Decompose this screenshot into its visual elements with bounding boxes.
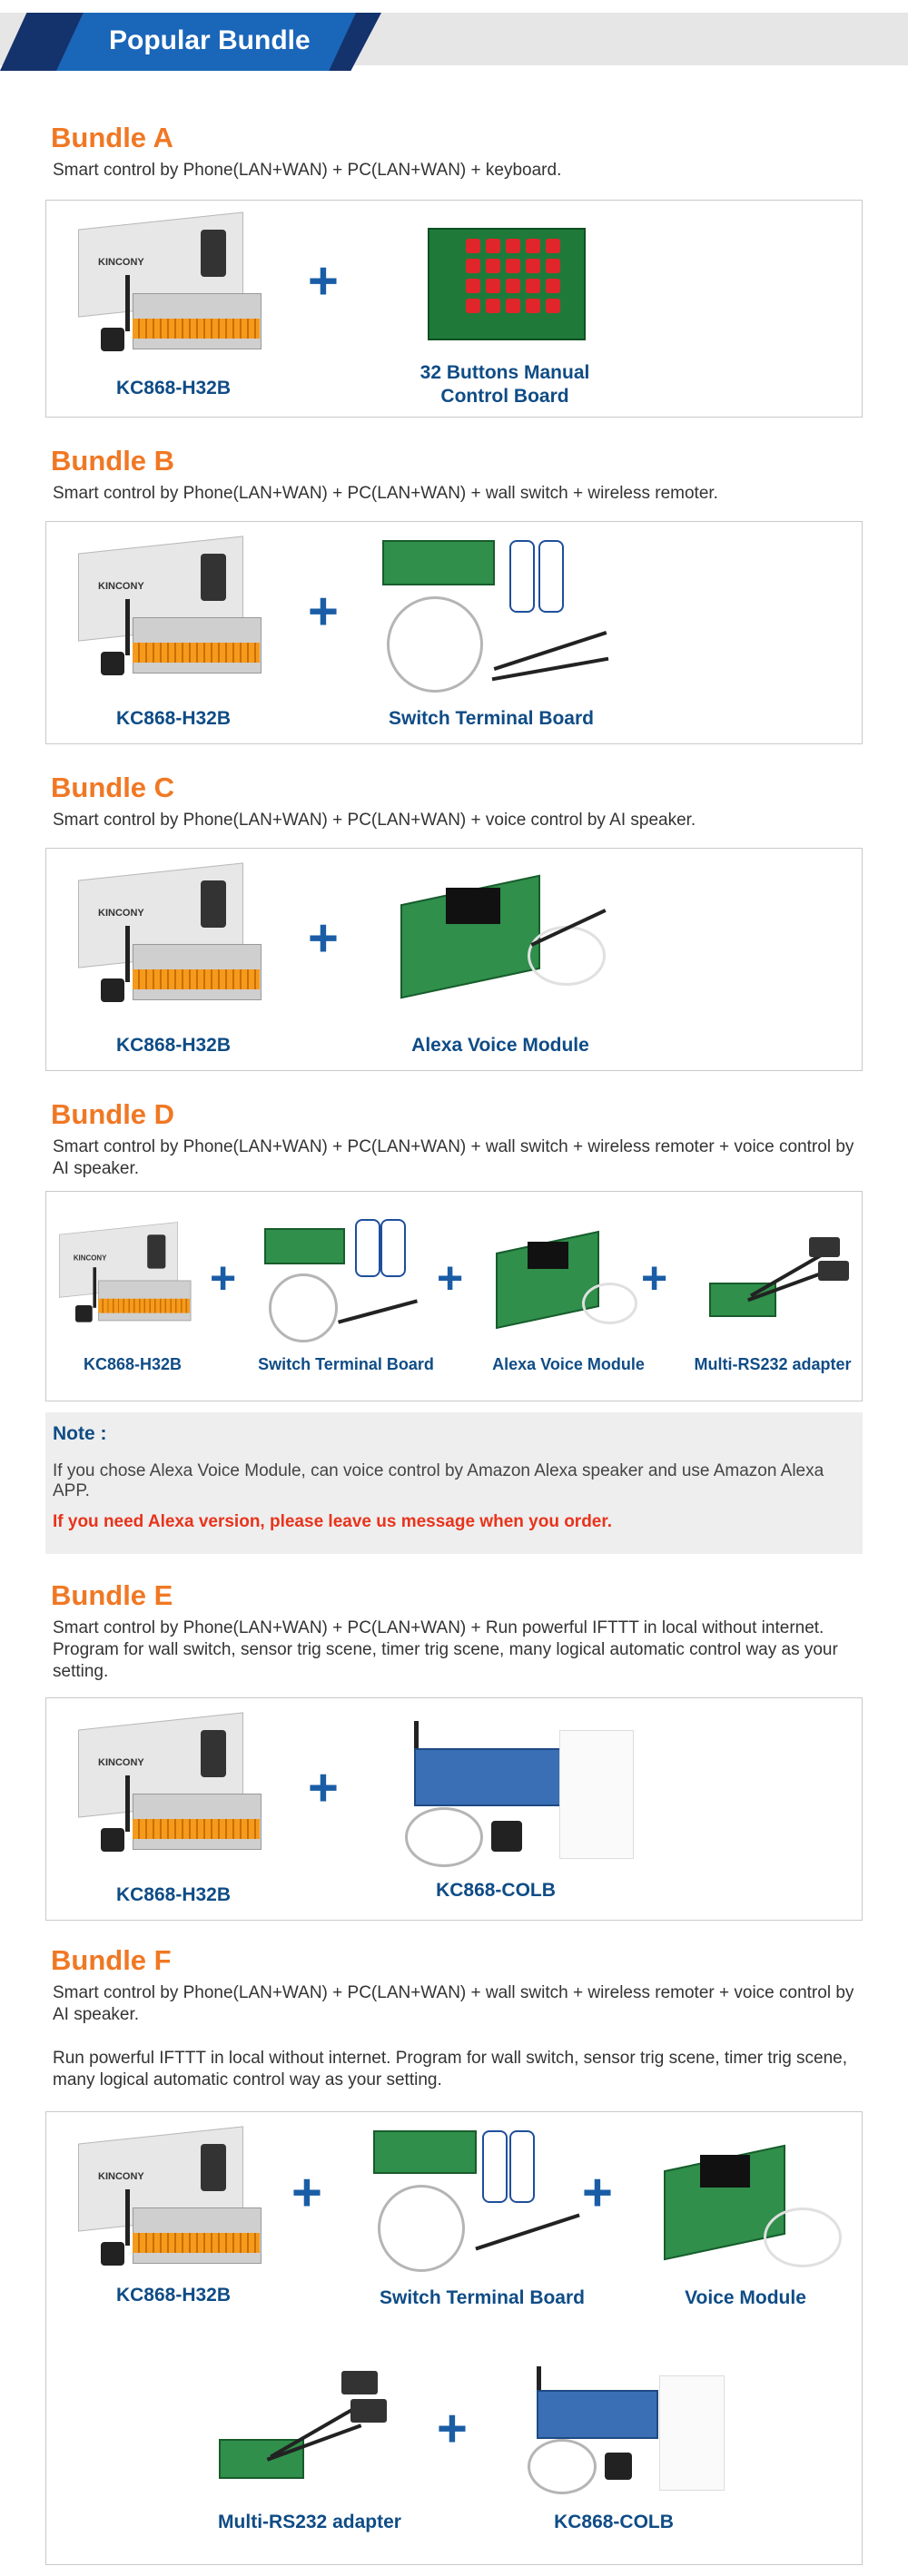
controller-image: KINCONY (78, 545, 269, 681)
bundle-f-title: Bundle F (51, 1944, 172, 1976)
bundle-f-box (45, 2111, 863, 2565)
item-label: Voice Module (685, 2287, 806, 2308)
item-label: Alexa Voice Module (411, 1035, 589, 1056)
item-label: KC868-H32B (115, 1884, 232, 1905)
plus-icon: + (291, 2163, 322, 2222)
rs232-adapter-image (709, 1219, 854, 1337)
button-board-image (428, 228, 586, 340)
bundle-b-box (45, 521, 863, 744)
switch-terminal-image (373, 2130, 609, 2276)
bundle-b-desc: Smart control by Phone(LAN+WAN) + PC(LAN+WAN) + wall switch + wireless remoter. (53, 484, 718, 503)
plus-icon: + (582, 2163, 613, 2222)
bundle-d-title: Bundle D (51, 1098, 175, 1130)
bundle-f-desc-2: Run powerful IFTTT in local without internet. Program for wall switch, sensor trig scene, timer trig scene, many logical automatic control way as your setting. (53, 2049, 848, 2089)
plus-icon: + (308, 1758, 339, 1817)
bundle-d-desc: Smart control by Phone(LAN+WAN) + PC(LAN+WAN) + wall switch + wireless remoter + voice control by AI speaker. (53, 1137, 854, 1178)
bundle-c-desc: Smart control by Phone(LAN+WAN) + PC(LAN+WAN) + voice control by AI speaker. (53, 811, 696, 830)
item-label: KC868-COLB (436, 1880, 556, 1901)
item-label: Switch Terminal Board (389, 708, 594, 729)
controller-image: KINCONY (59, 1228, 196, 1326)
bundle-b-title: Bundle B (51, 445, 175, 477)
item-label: KC868-COLB (554, 2512, 674, 2532)
item-label: 32 Buttons Manual (419, 362, 590, 383)
bundle-e-box (45, 1697, 863, 1921)
colb-image (518, 2366, 736, 2502)
bundle-e-desc: Smart control by Phone(LAN+WAN) + PC(LAN+WAN) + Run powerful IFTTT in local without internet. Program for wall switch, sensor trig scene, timer trig scene, many logical automatic control way as your setting. (53, 1618, 838, 1681)
item-label: Multi-RS232 adapter (694, 1355, 852, 1373)
plus-icon: + (437, 1253, 464, 1303)
plus-icon: + (437, 2399, 468, 2458)
note-text: If you chose Alexa Voice Module, can voice control by Amazon Alexa speaker and use Amazon Alexa APP. (53, 1461, 824, 1500)
plus-icon: + (210, 1253, 237, 1303)
page-title: Popular Bundle (109, 25, 311, 55)
plus-icon: + (308, 251, 339, 310)
item-label: KC868-H32B (115, 378, 232, 398)
bundle-c-box (45, 848, 863, 1071)
voice-module-image (491, 1219, 655, 1337)
bundle-a-desc: Smart control by Phone(LAN+WAN) + PC(LAN+WAN) + keyboard. (53, 161, 562, 180)
switch-terminal-image (382, 540, 637, 703)
bundle-a-title: Bundle A (51, 122, 173, 153)
item-label: Switch Terminal Board (258, 1355, 434, 1373)
item-label: Alexa Voice Module (492, 1355, 645, 1373)
plus-icon: + (308, 909, 339, 968)
controller-image: KINCONY (78, 1721, 269, 1857)
item-label: KC868-H32B (115, 1035, 232, 1056)
voice-module-image (391, 862, 646, 1026)
bundle-f-desc: Smart control by Phone(LAN+WAN) + PC(LAN+WAN) + wall switch + wireless remoter + voice control by AI speaker. (53, 1983, 854, 2024)
plus-icon: + (308, 582, 339, 641)
bundle-e-title: Bundle E (51, 1579, 173, 1611)
note-box (45, 1412, 863, 1554)
rs232-adapter-image (219, 2357, 400, 2493)
item-label: KC868-H32B (115, 708, 232, 729)
item-label: Switch Terminal Board (380, 2287, 585, 2308)
controller-image: KINCONY (78, 221, 269, 357)
bundle-d-box (45, 1191, 863, 1401)
item-label: KC868-H32B (83, 1355, 183, 1373)
bundle-c-title: Bundle C (51, 772, 175, 803)
colb-image (391, 1721, 646, 1875)
switch-terminal-image (264, 1219, 428, 1337)
item-label: Multi-RS232 adapter (218, 2512, 401, 2532)
controller-image: KINCONY (78, 2135, 269, 2271)
item-label: Control Board (440, 386, 569, 407)
controller-image: KINCONY (78, 871, 269, 1008)
bundle-a-box (45, 200, 863, 418)
note-warning: If you need Alexa version, please leave us message when you order. (53, 1512, 612, 1531)
note-title: Note : (53, 1423, 107, 1444)
voice-module-image (655, 2126, 854, 2280)
item-label: KC868-H32B (115, 2285, 232, 2306)
plus-icon: + (641, 1253, 668, 1303)
